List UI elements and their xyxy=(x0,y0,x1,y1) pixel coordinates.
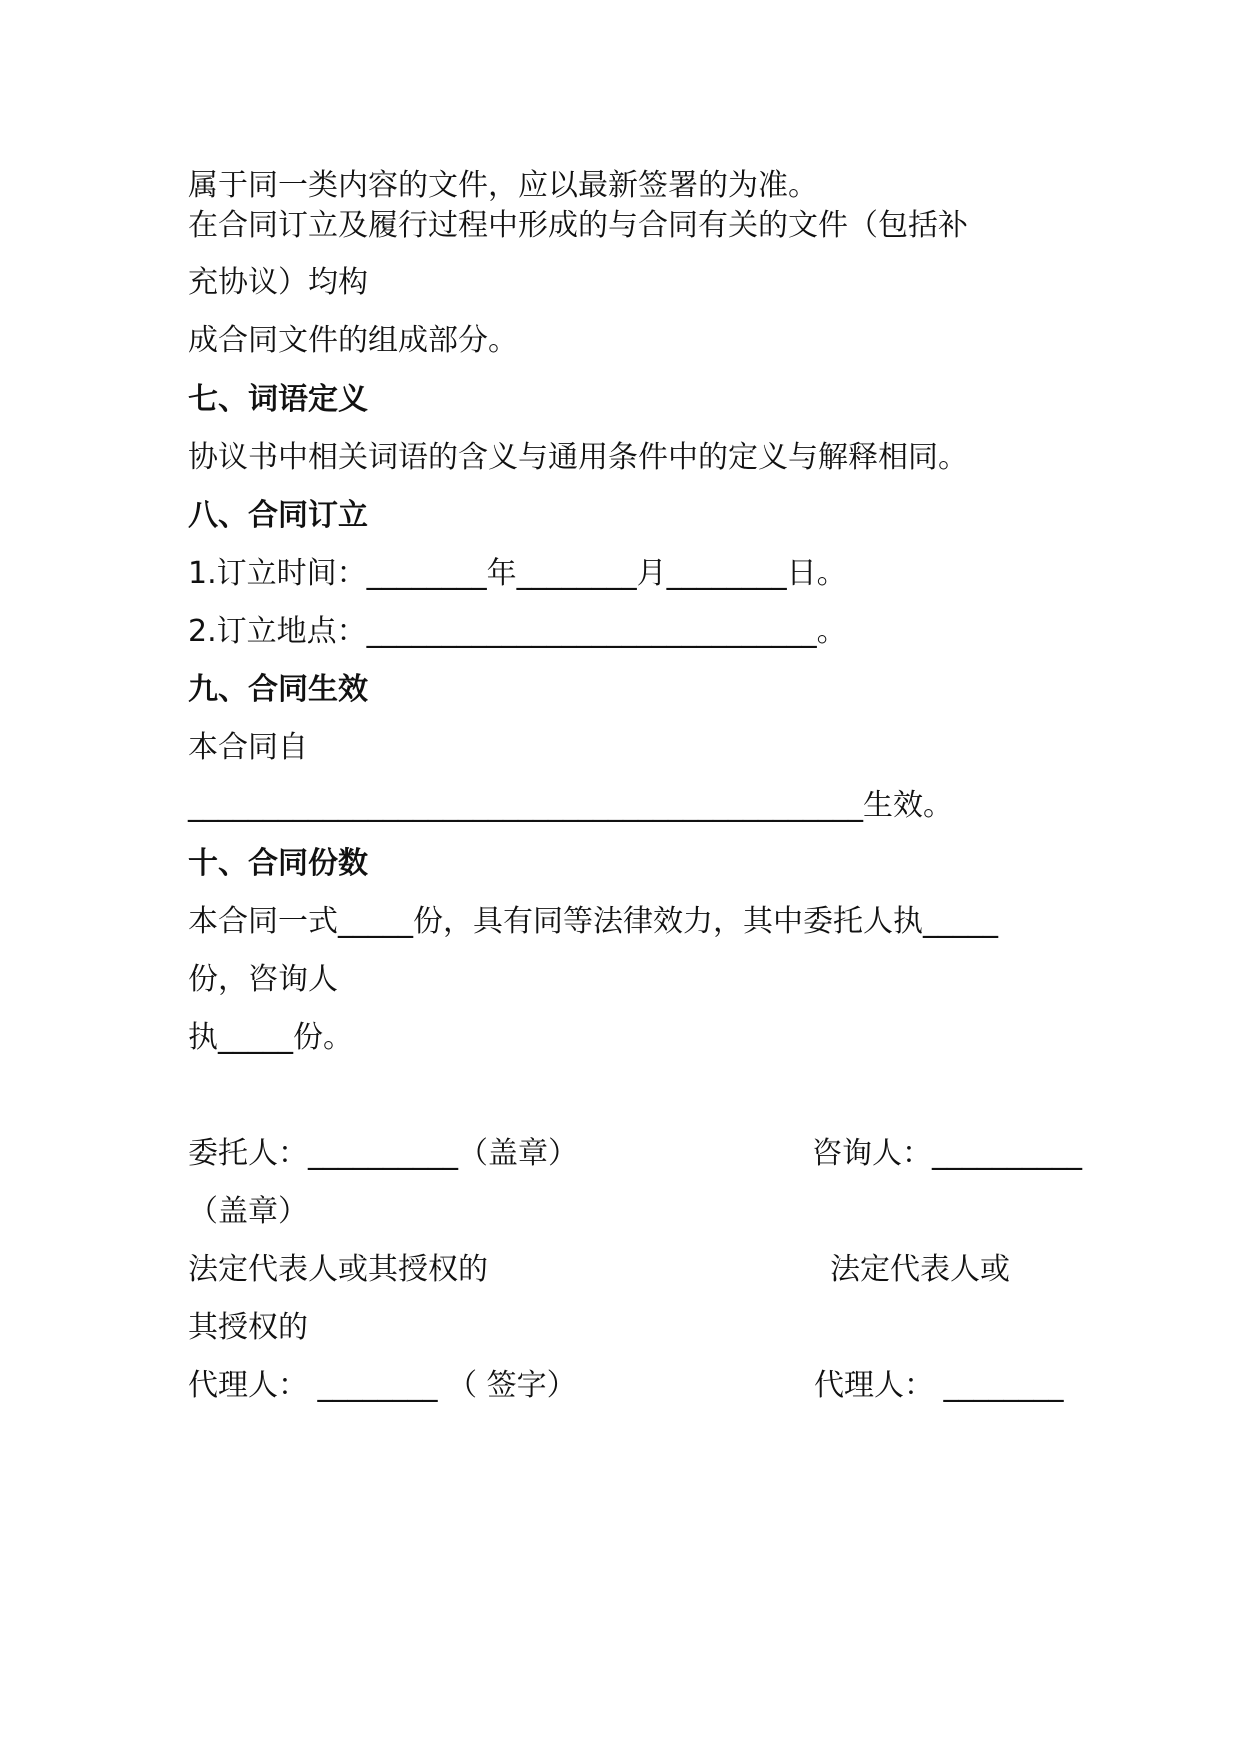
paragraph-contract-documents-3: 成合同文件的组成部分。 xyxy=(188,323,518,358)
copies-line-1: 本合同一式_____份，具有同等法律效力，其中委托人执_____ xyxy=(188,904,998,939)
paragraph-contract-documents-2: 充协议）均构 xyxy=(188,265,368,300)
agent-signature-left: 代理人： ________ （ 签字） xyxy=(188,1368,577,1403)
agent-signature-right: 代理人： ________ xyxy=(814,1368,1064,1403)
signing-place-line: 2.订立地点：______________________________。 xyxy=(188,614,847,649)
copies-line-2: 份，咨询人 xyxy=(188,962,338,997)
paragraph-definitions: 协议书中相关词语的含义与通用条件中的定义与解释相同。 xyxy=(188,440,968,475)
copies-line-3: 执_____份。 xyxy=(188,1020,353,1055)
section-heading-definitions: 七、词语定义 xyxy=(188,382,368,417)
legal-representative-left: 法定代表人或其授权的 xyxy=(188,1252,488,1287)
effectiveness-line-2: _____________________________________________生效。 xyxy=(188,788,953,823)
client-signature-line: 委托人：__________（盖章） xyxy=(188,1136,578,1171)
legal-representative-wrap: 其授权的 xyxy=(188,1310,308,1345)
section-heading-signing: 八、合同订立 xyxy=(188,498,368,533)
section-heading-effectiveness: 九、合同生效 xyxy=(188,672,368,707)
paragraph-contract-documents-1: 在合同订立及履行过程中形成的与合同有关的文件（包括补 xyxy=(188,208,968,243)
effectiveness-line-1: 本合同自 xyxy=(188,730,308,765)
section-heading-copies: 十、合同份数 xyxy=(188,846,368,881)
legal-representative-right: 法定代表人或 xyxy=(830,1252,1010,1287)
consultant-signature-line: 咨询人：__________ xyxy=(812,1136,1082,1171)
paragraph-latest-signed: 属于同一类内容的文件，应以最新签署的为准。 xyxy=(188,168,818,203)
seal-wrap-line: （盖章） xyxy=(188,1194,308,1229)
signing-time-line: 1.订立时间：________年________月________日。 xyxy=(188,556,847,591)
